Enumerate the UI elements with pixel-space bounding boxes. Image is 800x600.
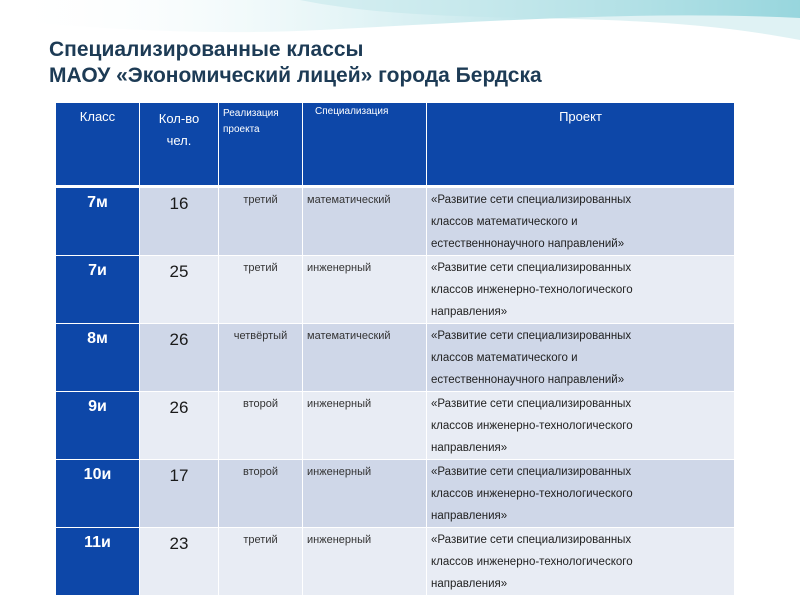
- table-row: [56, 460, 735, 528]
- project-line: «Развитие сети специализированных: [431, 330, 632, 342]
- cell-class: 9и: [56, 392, 140, 460]
- cell-project: [427, 460, 735, 528]
- cell-spec: инженерный: [303, 392, 427, 460]
- header-level: [219, 103, 303, 187]
- cell-count: 26: [140, 392, 219, 460]
- cell-project: [427, 528, 735, 596]
- project-line: классов математического и: [431, 216, 578, 228]
- project-line: «Развитие сети специализированных: [431, 398, 632, 410]
- header-count-line-1: Кол-во: [158, 111, 200, 126]
- cell-level: третий: [219, 528, 303, 596]
- cell-class: 11и: [56, 528, 140, 596]
- cell-spec: математический: [303, 324, 427, 392]
- cell-spec: инженерный: [303, 528, 427, 596]
- project-line: направления»: [431, 578, 508, 590]
- project-line: естественнонаучного направлений»: [431, 238, 625, 250]
- cell-project: [427, 324, 735, 392]
- cell-project: [427, 392, 735, 460]
- project-line: направления»: [431, 510, 508, 522]
- cell-class: 7и: [56, 256, 140, 324]
- cell-spec: математический: [303, 187, 427, 256]
- page-title: [49, 37, 542, 89]
- header-project: Проект: [427, 103, 735, 187]
- project-line: классов математического и: [431, 352, 578, 364]
- cell-spec: инженерный: [303, 460, 427, 528]
- header-level-line-1: Реализация: [223, 108, 279, 119]
- title-line-1: Специализированные классы: [49, 38, 364, 61]
- table-header-row: [56, 103, 735, 187]
- project-line: классов инженерно-технологического: [431, 284, 633, 296]
- cell-level: второй: [219, 392, 303, 460]
- project-line: направления»: [431, 442, 508, 454]
- cell-project: [427, 187, 735, 256]
- cell-level: третий: [219, 187, 303, 256]
- table-row: [56, 187, 735, 256]
- cell-level: второй: [219, 460, 303, 528]
- table-row: [56, 392, 735, 460]
- project-line: классов инженерно-технологического: [431, 420, 633, 432]
- table-row: [56, 256, 735, 324]
- table-row: [56, 528, 735, 596]
- table-row: [56, 324, 735, 392]
- cell-class: 8м: [56, 324, 140, 392]
- cell-count: 16: [140, 187, 219, 256]
- cell-class: 7м: [56, 187, 140, 256]
- project-line: классов инженерно-технологического: [431, 556, 633, 568]
- header-spec: Специализация: [303, 103, 427, 187]
- project-line: «Развитие сети специализированных: [431, 534, 632, 546]
- cell-level: третий: [219, 256, 303, 324]
- cell-count: 17: [140, 460, 219, 528]
- header-count: [140, 103, 219, 187]
- project-line: «Развитие сети специализированных: [431, 262, 632, 274]
- project-line: естественнонаучного направлений»: [431, 374, 625, 386]
- cell-count: 23: [140, 528, 219, 596]
- cell-count: 26: [140, 324, 219, 392]
- header-level-line-2: проекта: [223, 124, 260, 135]
- classes-table: [55, 102, 735, 596]
- cell-project: [427, 256, 735, 324]
- header-count-line-2: чел.: [166, 133, 192, 148]
- project-line: «Развитие сети специализированных: [431, 194, 632, 206]
- cell-level: четвёртый: [219, 324, 303, 392]
- project-line: классов инженерно-технологического: [431, 488, 633, 500]
- cell-spec: инженерный: [303, 256, 427, 324]
- header-class: Класс: [56, 103, 140, 187]
- cell-count: 25: [140, 256, 219, 324]
- project-line: направления»: [431, 306, 508, 318]
- project-line: «Развитие сети специализированных: [431, 466, 632, 478]
- cell-class: 10и: [56, 460, 140, 528]
- title-line-2: МАОУ «Экономический лицей» города Бердска: [49, 64, 542, 87]
